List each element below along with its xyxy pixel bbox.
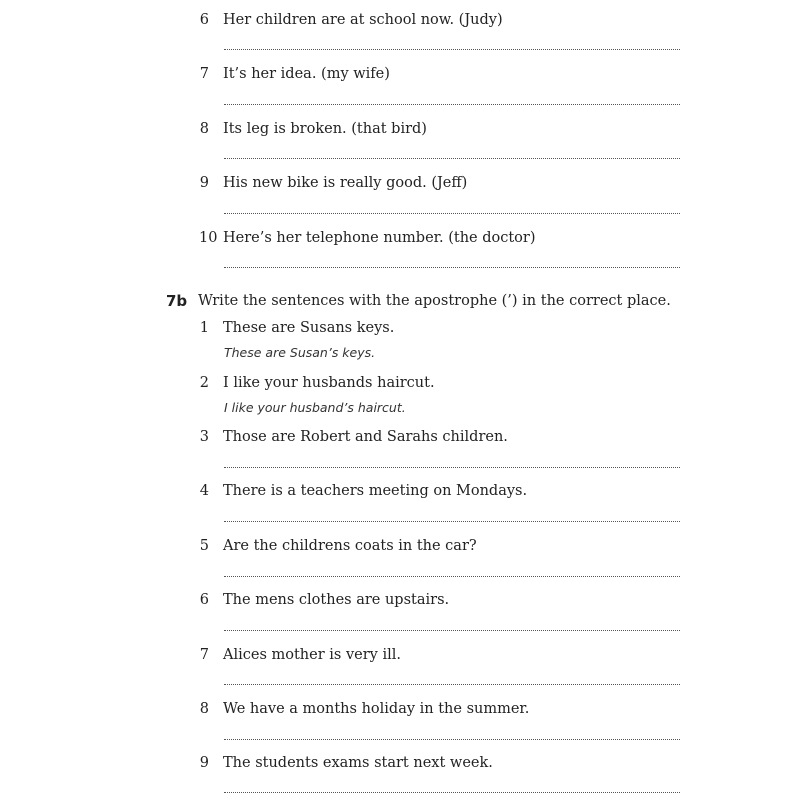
item-number: 4 (199, 483, 209, 499)
item-number: 2 (199, 375, 209, 391)
example-answer: I like your husband’s haircut. (224, 400, 406, 415)
exercise-item (199, 174, 681, 192)
item-number: 6 (199, 12, 209, 28)
answer-line[interactable] (224, 158, 680, 159)
item-sentence: Here’s her telephone number. (the doctor) (223, 230, 536, 246)
answer-line[interactable] (224, 267, 680, 268)
exercise-item (199, 229, 681, 247)
item-sentence: Are the childrens coats in the car? (223, 538, 477, 554)
answer-line[interactable] (224, 467, 680, 468)
item-number: 3 (199, 429, 209, 445)
exercise-item (199, 646, 681, 664)
answer-line[interactable] (224, 576, 680, 577)
answer-line[interactable] (224, 521, 680, 522)
item-sentence: Those are Robert and Sarahs children. (223, 429, 508, 445)
answer-line[interactable] (224, 104, 680, 105)
item-sentence: His new bike is really good. (Jeff) (223, 175, 468, 191)
item-number: 1 (199, 320, 209, 336)
answer-line[interactable] (224, 739, 680, 740)
exercise-item (199, 11, 681, 29)
answer-line[interactable] (224, 213, 680, 214)
item-sentence: These are Susans keys. (223, 320, 395, 336)
item-sentence: We have a months holiday in the summer. (223, 701, 530, 717)
item-number: 9 (199, 755, 209, 771)
example-answer: These are Susan’s keys. (224, 345, 376, 360)
answer-line[interactable] (224, 684, 680, 685)
exercise-item (199, 482, 681, 500)
item-sentence: Alices mother is very ill. (223, 647, 401, 663)
item-sentence: I like your husbands haircut. (223, 375, 435, 391)
answer-line[interactable] (224, 630, 680, 631)
exercise-item (199, 319, 681, 337)
item-sentence: Her children are at school now. (Judy) (223, 12, 503, 28)
exercise-item (199, 120, 681, 138)
item-sentence: Its leg is broken. (that bird) (223, 121, 427, 137)
item-number: 8 (199, 121, 209, 137)
exercise-label: 7b (166, 292, 188, 310)
exercise-item (199, 65, 681, 83)
exercise-item (199, 700, 681, 718)
item-sentence: There is a teachers meeting on Mondays. (223, 483, 528, 499)
exercise-item (199, 591, 681, 609)
item-number: 5 (199, 538, 209, 554)
exercise-item (199, 754, 681, 772)
item-number: 10 (199, 230, 218, 246)
answer-line[interactable] (224, 792, 680, 793)
item-sentence: It’s her idea. (my wife) (223, 66, 390, 82)
exercise-instruction: Write the sentences with the apostrophe (’) in the correct place. (198, 293, 671, 309)
item-number: 8 (199, 701, 209, 717)
item-number: 6 (199, 592, 209, 608)
exercise-item (199, 428, 681, 446)
exercise-item (199, 374, 681, 392)
item-number: 9 (199, 175, 209, 191)
item-number: 7 (199, 66, 209, 82)
item-sentence: The mens clothes are upstairs. (223, 592, 450, 608)
exercise-item (199, 537, 681, 555)
item-sentence: The students exams start next week. (223, 755, 493, 771)
item-number: 7 (199, 647, 209, 663)
answer-line[interactable] (224, 49, 680, 50)
